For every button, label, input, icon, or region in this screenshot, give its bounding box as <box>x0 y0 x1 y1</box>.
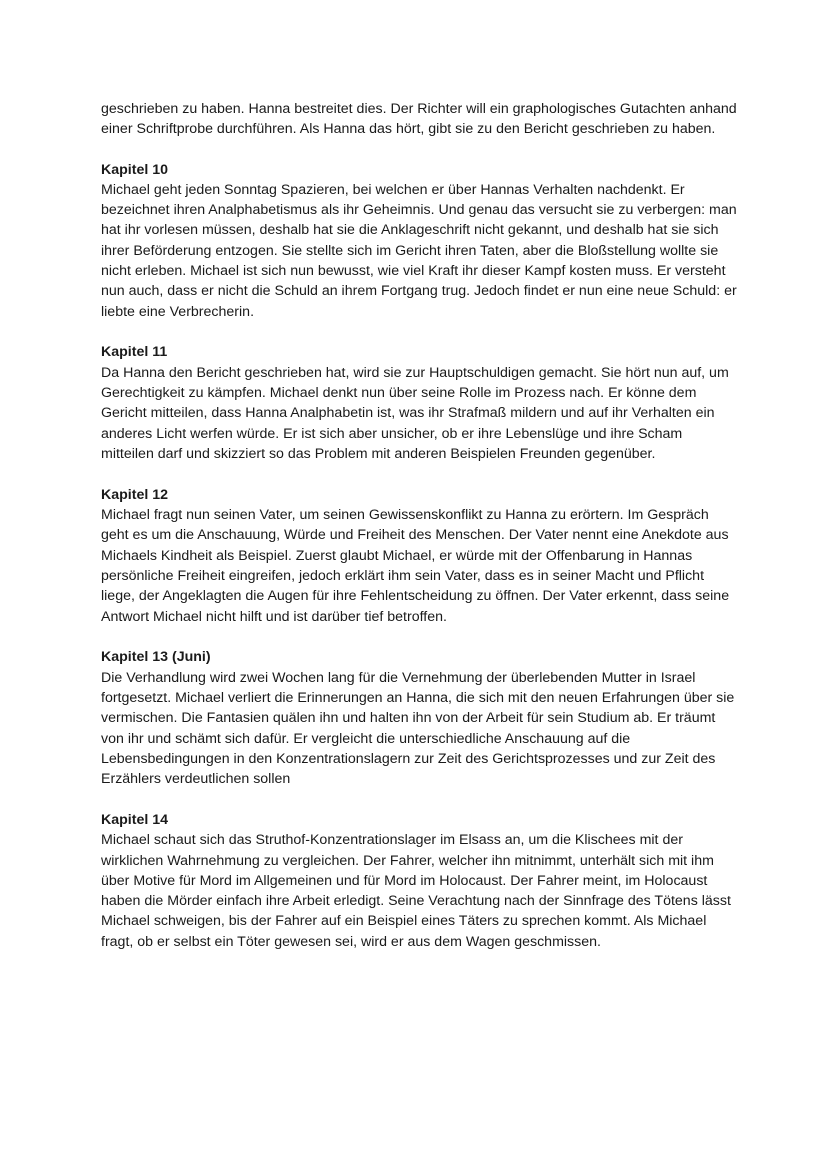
chapter-10 <box>101 160 738 322</box>
chapter-12 <box>101 485 738 627</box>
intro-text: geschrieben zu haben. Hanna bestreitet dies. Der Richter will ein graphologisches Gutachten anhand einer Schriftprobe durchführen. Als Hanna das hört, gibt sie zu den Bericht geschrieben zu haben. <box>101 101 737 138</box>
chapter-13 <box>101 647 738 789</box>
chapter-text: Die Verhandlung wird zwei Wochen lang für die Vernehmung der überlebenden Mutter in Israel fortgesetzt. Michael verliert die Erinnerungen an Hanna, die sich mit den neuen Erfahrungen über sie vermischen. Die Fantasien quälen ihn und halten ihn von der Arbeit für sein Studium ab. Er träumt von ihr und schämt sich dafür. Er vergleicht die unterschiedliche Anschauung auf die Lebensbedingungen in den Konzentrationslagern zur Zeit des Gerichtsprozesses und zur Zeit des Erzählers verdeutlichen sollen <box>101 669 735 788</box>
chapter-11 <box>101 342 738 464</box>
chapter-text: Michael fragt nun seinen Vater, um seinen Gewissenskonflikt zu Hanna zu erörtern. Im Gespräch geht es um die Anschauung, Würde und Freiheit des Menschen. Der Vater nennt eine Anekdote aus Michaels Kindheit als Beispiel. Zuerst glaubt Michael, er würde mit der Offenbarung in Hannas persönliche Freiheit eingreifen, jedoch erklärt ihm sein Vater, dass es in seiner Macht und Pflicht liege, der Angeklagten die Augen für ihre Fehlentscheidung zu öffnen. Der Vater erkennt, dass seine Antwort Michael nicht hilft und ist darüber tief betroffen. <box>101 507 730 625</box>
chapter-text: Michael schaut sich das Struthof-Konzentrationslager im Elsass an, um die Klischees mit der wirklichen Wahrnehmung zu vergleichen. Der Fahrer, welcher ihn mitnimmt, unterhält sich mit ihm über Motive für Mord im Allgemeinen und für Mord im Holocaust. Der Fahrer meint, im Holocaust haben die Mörder einfach ihre Arbeit erledigt. Seine Verachtung nach der Sinnfrage des Tötens lässt Michael schweigen, bis der Fahrer auf ein Beispiel eines Täters zu sprechen kommt. Als Michael fragt, ob er selbst ein Töter gewesen sei, wird er aus dem Wagen geschmissen. <box>101 832 731 950</box>
intro-paragraph <box>101 99 738 140</box>
chapter-heading: Kapitel 13 (Juni) <box>101 649 211 666</box>
chapter-text: Da Hanna den Bericht geschrieben hat, wird sie zur Hauptschuldigen gemacht. Sie hört nun auf, um Gerechtigkeit zu kämpfen. Michael denkt nun über seine Rolle im Prozess nach. Er könne dem Gericht mitteilen, dass Hanna Analphabetin ist, was ihr Strafmaß mildern und auf ihr Verhalten ein anderes Licht werfen würde. Er ist sich aber unsicher, ob er ihre Lebenslüge und ihre Scham mitteilen darf und skizziert so das Problem mit anderen Beispielen Freunden gegenüber. <box>101 364 729 462</box>
chapter-heading: Kapitel 11 <box>101 344 168 361</box>
chapter-14 <box>101 810 738 952</box>
chapter-heading: Kapitel 10 <box>101 161 169 178</box>
chapter-heading: Kapitel 14 <box>101 811 169 828</box>
chapter-text: Michael geht jeden Sonntag Spazieren, bei welchen er über Hannas Verhalten nachdenkt. Er bezeichnet ihren Analphabetismus als ihr Geheimnis. Und genau das versucht sie zu verbergen: man hat ihr vorlesen müssen, deshalb hat sie die Anklageschrift nicht gekannt, und deshalb hat sie sich ihrer Beförderung entzogen. Sie stellte sich im Gericht ihren Taten, aber die Bloßstellung wollte sie nicht erleben. Michael ist sich nun bewusst, wie viel Kraft ihr dieser Kampf kosten muss. Er versteht nun auch, dass er nicht die Schuld an ihrem Fortgang trug. Jedoch findet er nun eine neue Schuld: er liebte eine Verbrecherin. <box>101 181 737 320</box>
chapter-heading: Kapitel 12 <box>101 486 169 503</box>
